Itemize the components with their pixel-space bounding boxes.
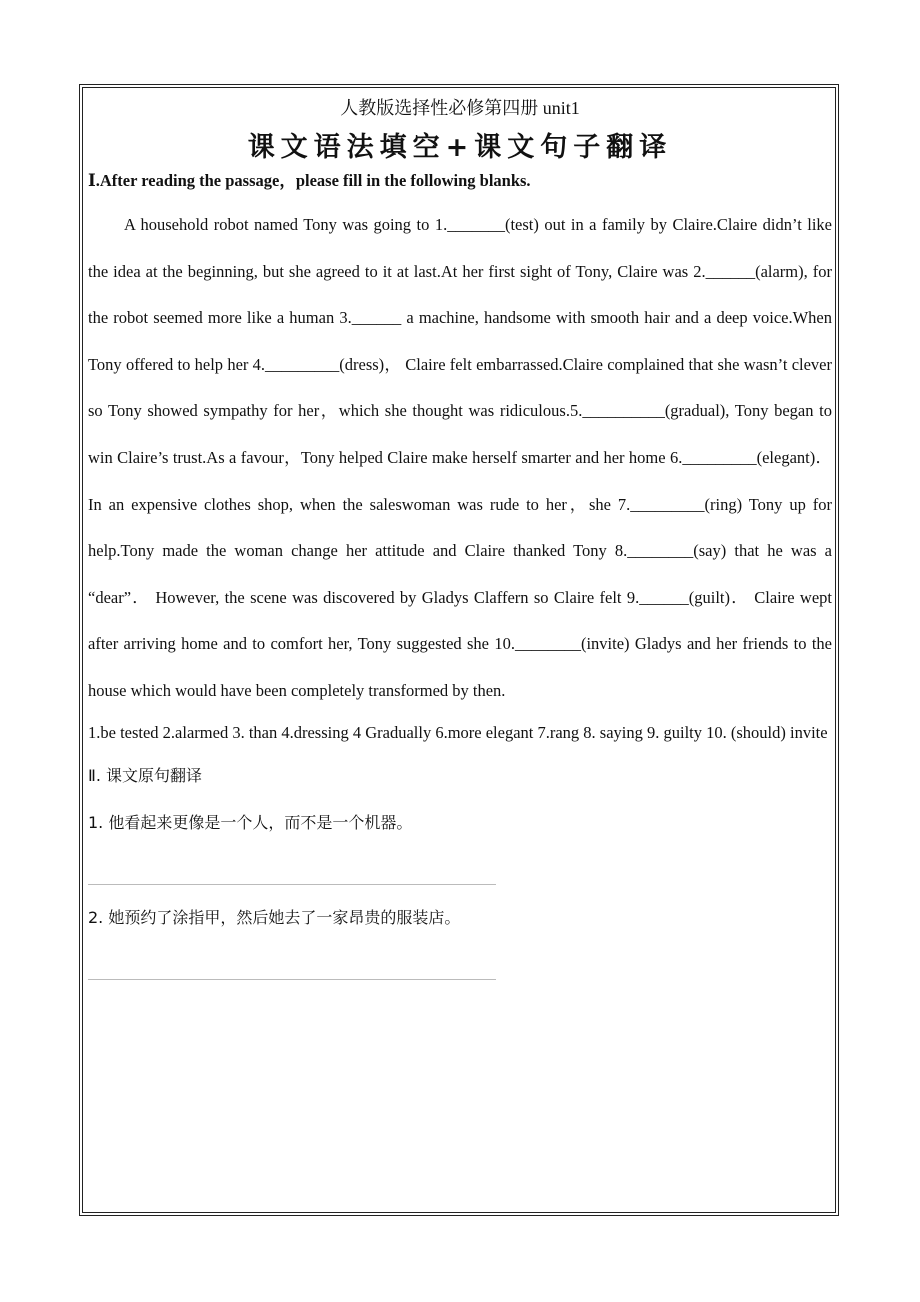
answer-key: 1.be tested 2.alarmed 3. than 4.dressing 4 Gradually 6.more elegant 7.rang 8. saying 9. guilty 10. (should) invite	[88, 722, 828, 742]
answer-line-2[interactable]	[88, 979, 496, 980]
fill-in-passage: A household robot named Tony was going to 1._______(test) out in a family by Claire.Claire didn’t like the idea at the beginning, but she agreed to it at last.At her first sight of Tony, Claire was 2.______(alarm), for the robot seemed more like a human 3.______ a machine, handsome with smooth hair and a deep voice.When Tony offered to help her 4._________(dress)， Claire felt embarrassed.Claire complained that she wasn’t clever so Tony showed sympathy for her，which she thought was ridiculous.5.__________(gradual), Tony began to win Claire’s trust.As a favour，Tony helped Claire make herself smarter and her home 6._________(elegant)．In an expensive clothes shop, when the saleswoman was rude to her，she 7._________(ring) Tony up for help.Tony made the woman change her attitude and Claire thanked Tony 8.________(say) that he was a “dear”． However, the scene was discovered by Gladys Claffern so Claire felt 9.______(guilt)． Claire wept after arriving home and to comfort her, Tony suggested she 10.________(invite) Gladys and her friends to the house which would have been completely transformed by then.	[88, 215, 832, 700]
section-1-heading: Ⅰ.After reading the passage，please fill in the following blanks.	[88, 171, 531, 190]
worksheet-content	[88, 96, 832, 1002]
section-2-heading: Ⅱ. 课文原句翻译	[88, 765, 203, 785]
answer-line-1[interactable]	[88, 884, 496, 885]
translation-question-1: 1. 他看起来更像是一个人，而不是一个机器。	[88, 812, 413, 832]
document-title: 课文语法填空+课文句子翻译	[247, 132, 673, 163]
translation-question-2: 2. 她预约了涂指甲，然后她去了一家昂贵的服装店。	[88, 907, 461, 927]
document-subtitle: 人教版选择性必修第四册 unit1	[340, 98, 580, 118]
